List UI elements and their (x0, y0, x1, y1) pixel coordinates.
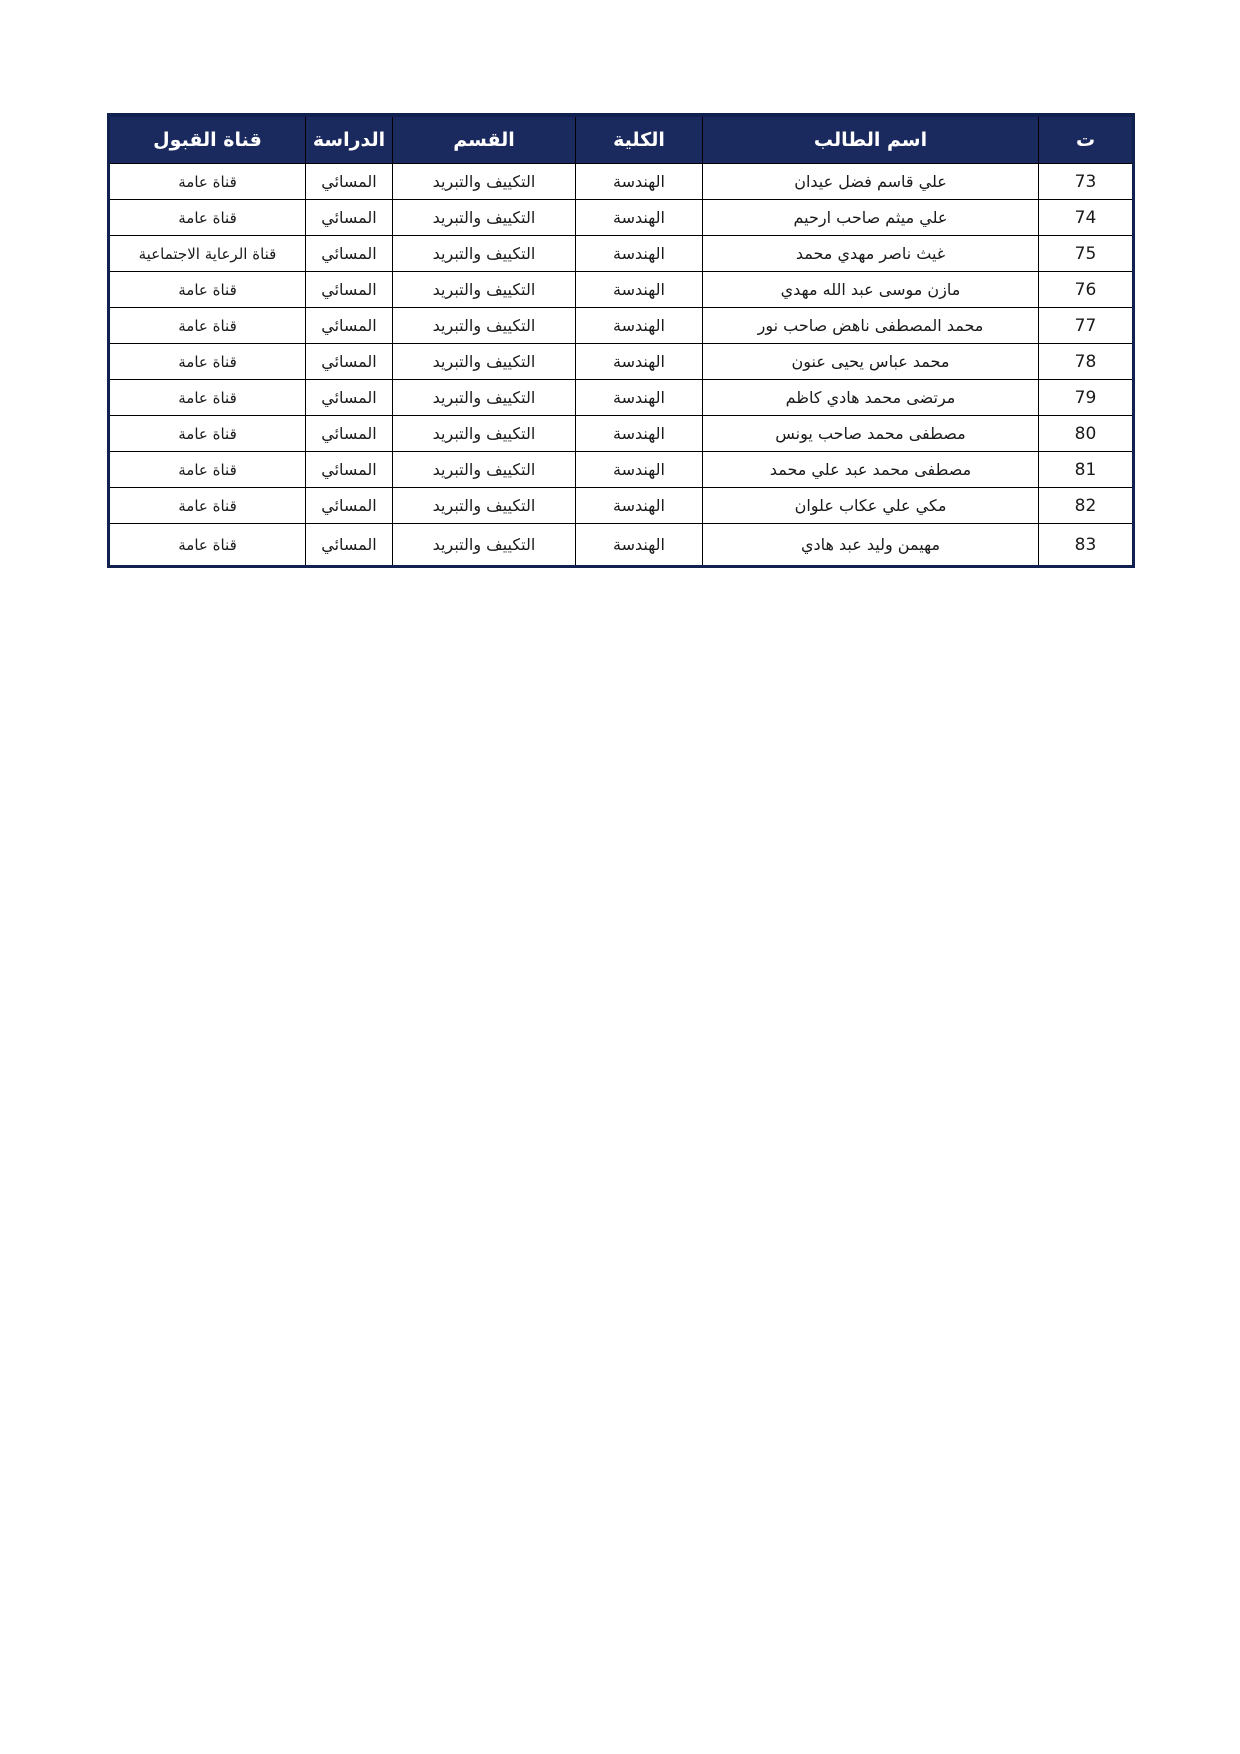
table-row (109, 488, 1134, 524)
table-row (109, 416, 1134, 452)
cell-no: 73 (1039, 164, 1134, 200)
cell-channel: قناة عامة (109, 344, 306, 380)
cell-college: الهندسة (576, 272, 703, 308)
cell-channel: قناة الرعاية الاجتماعية (109, 236, 306, 272)
cell-no: 78 (1039, 344, 1134, 380)
cell-no: 79 (1039, 380, 1134, 416)
cell-name: مصطفى محمد عبد علي محمد (703, 452, 1039, 488)
cell-name: محمد المصطفى ناهض صاحب نور (703, 308, 1039, 344)
cell-no: 76 (1039, 272, 1134, 308)
cell-college: الهندسة (576, 416, 703, 452)
header-cell-channel: قناة القبول (109, 115, 306, 164)
cell-channel: قناة عامة (109, 272, 306, 308)
header-cell-name: اسم الطالب (703, 115, 1039, 164)
cell-study: المسائي (306, 416, 393, 452)
cell-college: الهندسة (576, 380, 703, 416)
table-row (109, 308, 1134, 344)
cell-study: المسائي (306, 344, 393, 380)
cell-name: مصطفى محمد صاحب يونس (703, 416, 1039, 452)
cell-study: المسائي (306, 380, 393, 416)
cell-dept: التكييف والتبريد (393, 488, 576, 524)
table-body (109, 164, 1134, 567)
cell-study: المسائي (306, 452, 393, 488)
cell-college: الهندسة (576, 452, 703, 488)
cell-study: المسائي (306, 236, 393, 272)
cell-name: مرتضى محمد هادي كاظم (703, 380, 1039, 416)
cell-dept: التكييف والتبريد (393, 524, 576, 567)
cell-no: 74 (1039, 200, 1134, 236)
cell-study: المسائي (306, 308, 393, 344)
cell-name: محمد عباس يحيى عنون (703, 344, 1039, 380)
cell-college: الهندسة (576, 488, 703, 524)
cell-no: 77 (1039, 308, 1134, 344)
cell-channel: قناة عامة (109, 200, 306, 236)
cell-name: مهيمن وليد عبد هادي (703, 524, 1039, 567)
header-row (109, 115, 1134, 164)
cell-name: غيث ناصر مهدي محمد (703, 236, 1039, 272)
table-row (109, 524, 1134, 567)
header-cell-dept: القسم (393, 115, 576, 164)
cell-dept: التكييف والتبريد (393, 452, 576, 488)
cell-college: الهندسة (576, 308, 703, 344)
cell-channel: قناة عامة (109, 452, 306, 488)
cell-study: المسائي (306, 200, 393, 236)
cell-no: 81 (1039, 452, 1134, 488)
cell-college: الهندسة (576, 344, 703, 380)
header-cell-number: ت (1039, 115, 1134, 164)
table-row (109, 272, 1134, 308)
cell-study: المسائي (306, 164, 393, 200)
cell-no: 82 (1039, 488, 1134, 524)
table-row (109, 380, 1134, 416)
cell-dept: التكييف والتبريد (393, 236, 576, 272)
cell-dept: التكييف والتبريد (393, 272, 576, 308)
cell-college: الهندسة (576, 164, 703, 200)
cell-dept: التكييف والتبريد (393, 344, 576, 380)
cell-channel: قناة عامة (109, 416, 306, 452)
header-cell-study: الدراسة (306, 115, 393, 164)
table-row (109, 236, 1134, 272)
cell-channel: قناة عامة (109, 524, 306, 567)
cell-no: 80 (1039, 416, 1134, 452)
cell-study: المسائي (306, 524, 393, 567)
cell-study: المسائي (306, 488, 393, 524)
cell-channel: قناة عامة (109, 164, 306, 200)
cell-no: 75 (1039, 236, 1134, 272)
cell-channel: قناة عامة (109, 308, 306, 344)
cell-college: الهندسة (576, 524, 703, 567)
cell-college: الهندسة (576, 236, 703, 272)
table-row (109, 200, 1134, 236)
cell-dept: التكييف والتبريد (393, 164, 576, 200)
students-table (107, 113, 1135, 568)
table-row (109, 164, 1134, 200)
cell-study: المسائي (306, 272, 393, 308)
cell-name: علي قاسم فضل عيدان (703, 164, 1039, 200)
cell-no: 83 (1039, 524, 1134, 567)
cell-channel: قناة عامة (109, 380, 306, 416)
cell-college: الهندسة (576, 200, 703, 236)
cell-name: علي ميثم صاحب ارحيم (703, 200, 1039, 236)
header-cell-college: الكلية (576, 115, 703, 164)
cell-dept: التكييف والتبريد (393, 200, 576, 236)
cell-dept: التكييف والتبريد (393, 308, 576, 344)
table-row (109, 452, 1134, 488)
table-row (109, 344, 1134, 380)
cell-channel: قناة عامة (109, 488, 306, 524)
cell-name: مكي علي عكاب علوان (703, 488, 1039, 524)
cell-dept: التكييف والتبريد (393, 380, 576, 416)
cell-name: مازن موسى عبد الله مهدي (703, 272, 1039, 308)
cell-dept: التكييف والتبريد (393, 416, 576, 452)
